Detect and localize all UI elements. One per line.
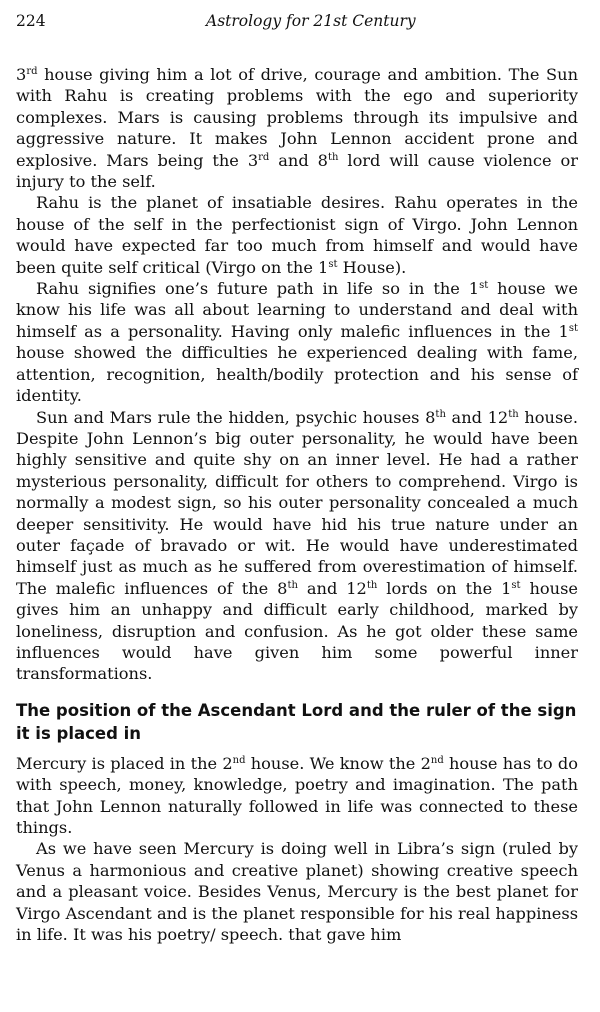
ordinal-suffix: th — [287, 579, 298, 591]
ordinal-suffix: st — [328, 258, 338, 270]
ordinal-suffix: rd — [258, 151, 270, 163]
section-heading: The position of the Ascendant Lord and the ruler of the sign it is placed in — [16, 700, 577, 743]
text-run: and 12 — [445, 407, 509, 427]
body-paragraph — [16, 192, 578, 278]
text-run: house giving him a lot of drive, courage and ambition. The Sun with Rahu is creating problems with the ego and superiority complexes. Mars is causing problems through its impulsive and aggressive nature. It makes John Lennon accident prone and explosive. Mars being the 3 — [16, 65, 578, 170]
body-paragraph — [16, 278, 578, 406]
ordinal-suffix: st — [568, 322, 578, 334]
ordinal-suffix: th — [366, 579, 378, 591]
ordinal-suffix: nd — [232, 754, 246, 766]
page-body — [16, 64, 578, 945]
text-run: and 12 — [297, 578, 367, 598]
text-run: lords on the 1 — [377, 578, 512, 598]
ordinal-suffix: th — [327, 151, 339, 163]
ordinal-suffix: rd — [26, 66, 38, 77]
text-run: 3 — [16, 65, 27, 84]
text-run: house. We know the 2 — [245, 753, 431, 773]
ordinal-suffix: th — [435, 408, 446, 420]
text-run: house has to do with speech, money, knowledge, poetry and imagination. The path that John Lennon naturally followed in life was connected to these things. — [16, 753, 578, 837]
text-run: house we know his life was all about learning to understand and deal with himself as a personality. Having only malefic influences in the 1 — [16, 279, 578, 341]
body-paragraph — [16, 838, 578, 945]
text-run: House). — [337, 257, 407, 277]
running-title: Astrology for 21st Century — [206, 12, 416, 30]
page-number: 224 — [16, 12, 46, 30]
body-paragraph — [16, 753, 578, 839]
text-run: and 8 — [269, 150, 328, 170]
text-run: Sun and Mars rule the hidden, psychic houses 8 — [36, 407, 436, 427]
body-paragraph — [16, 407, 578, 685]
text-run: Mercury is placed in the 2 — [16, 753, 233, 773]
ordinal-suffix: nd — [430, 754, 444, 766]
text-run: lord will cause violence or injury to the self. — [16, 150, 579, 192]
paragraphs-after-heading — [16, 753, 578, 946]
text-run: house gives him an unhappy and difficult early childhood, marked by loneliness, disruption and confusion. As he got older these same influences would have given him some powerful inner transformations. — [16, 578, 578, 684]
paragraphs-before-heading — [16, 64, 578, 685]
page-header — [16, 12, 580, 36]
text-run: As we have seen Mercury is doing well in Libra’s sign (ruled by Venus a harmonious and creative planet) showing creative speech and a pleasant voice. Besides Venus, Mercury is the best planet for Virgo Ascendant and is the planet responsible for his real happiness in life. It was his poetry/ speech. that gave him — [16, 839, 578, 945]
text-run: Rahu is the planet of insatiable desires. Rahu operates in the house of the self in the perfectionist sign of Virgo. John Lennon would have expected far too much from himself and would have been quite self critical (Virgo on the 1 — [16, 193, 578, 277]
ordinal-suffix: st — [479, 280, 489, 292]
text-run: Rahu signifies one’s future path in life so in the 1 — [36, 279, 480, 299]
ordinal-suffix: st — [511, 579, 521, 591]
text-run: house. Despite John Lennon’s big outer personality, he would have been highly sensitive and quite shy on an inner level. He had a rather mysterious personality, difficult for others to comprehend. Virgo is normally a modest sign, so his outer personality concealed a much deeper sensitivity. He would have hid his true nature under an outer façade of bravado or wit. He would have underestimated himself just as much as he suffered from overestimation of himself. The malefic influences of the 8 — [16, 407, 578, 598]
text-run: house showed the difficulties he experienced dealing with fame, attention, recognition, health/bodily protection and his sense of identity. — [16, 343, 578, 406]
ordinal-suffix: th — [508, 408, 519, 420]
body-paragraph — [16, 64, 578, 192]
